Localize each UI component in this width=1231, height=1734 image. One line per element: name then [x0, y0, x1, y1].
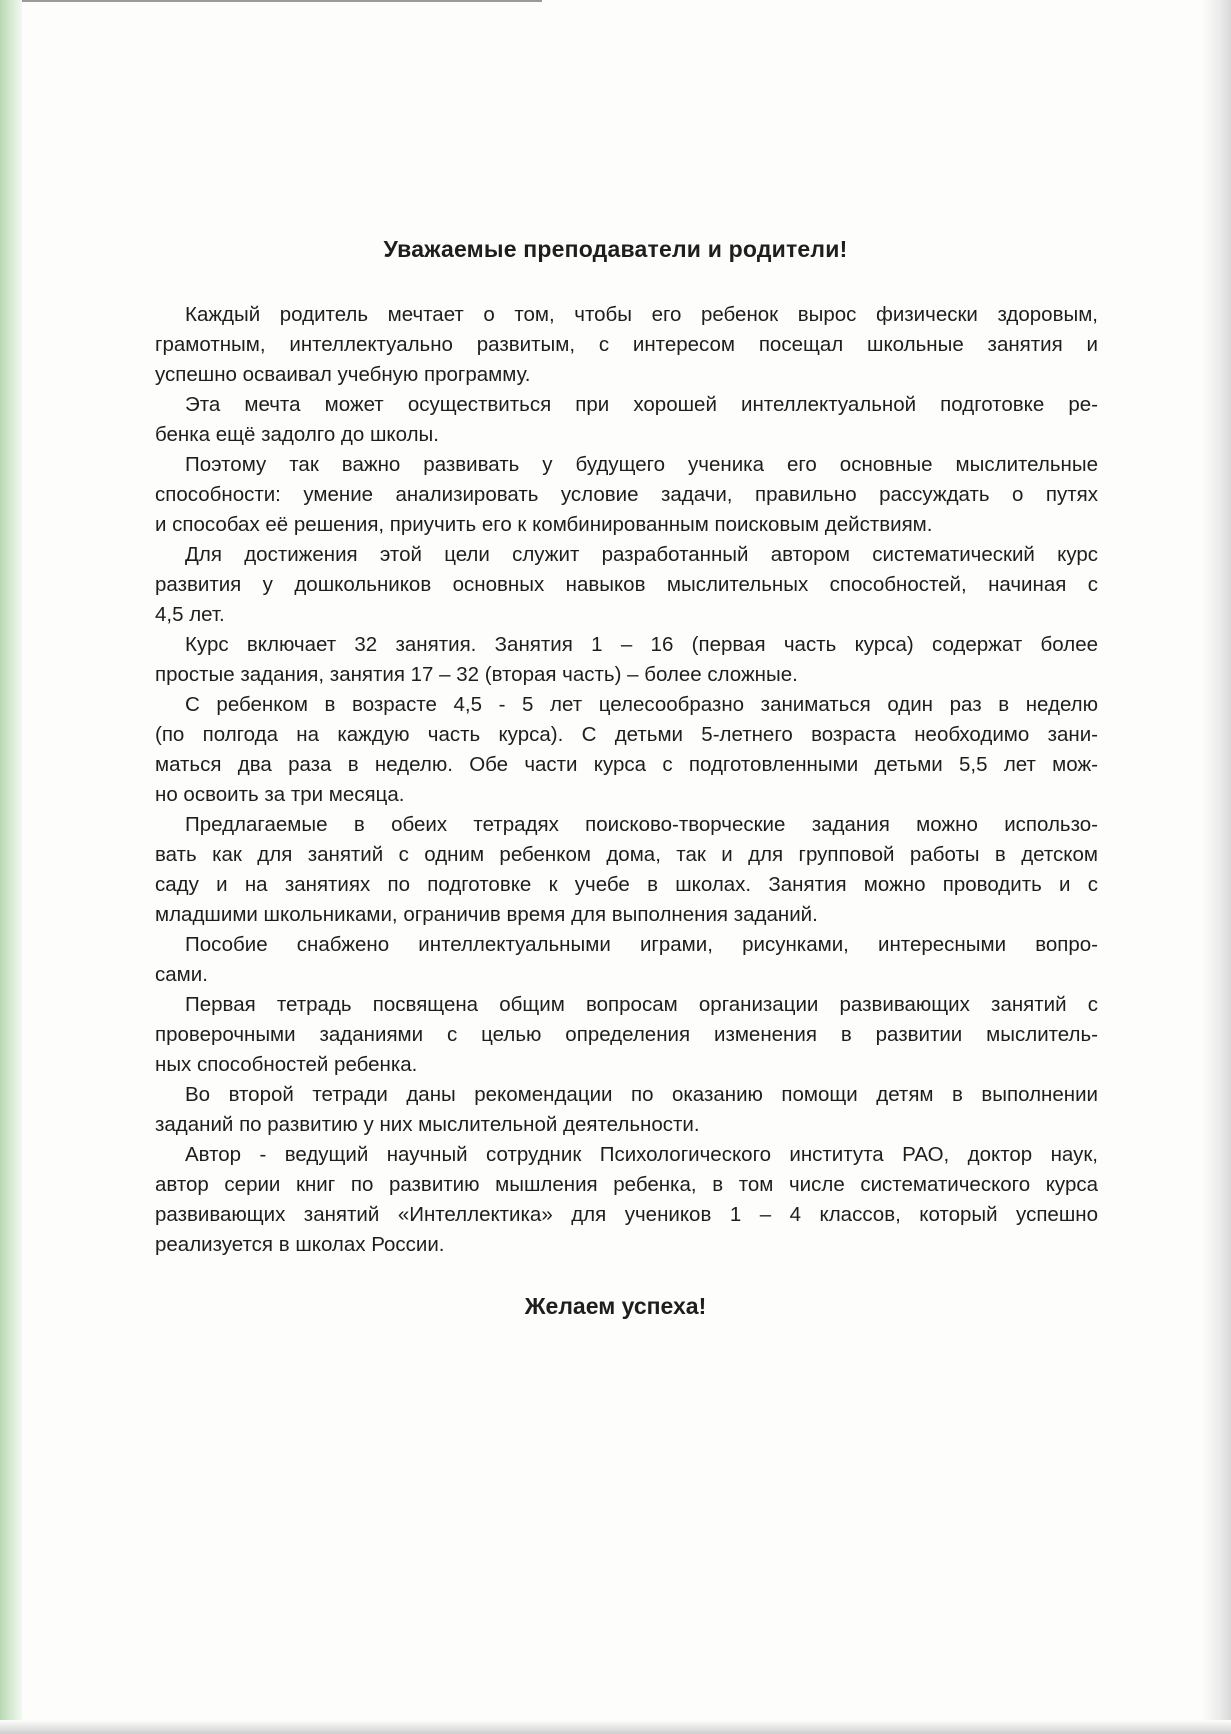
paragraph [155, 540, 1098, 630]
paragraph [155, 450, 1098, 540]
paragraph [155, 690, 1098, 810]
paragraph [155, 930, 1098, 990]
page-title: Уважаемые преподаватели и родители! [383, 236, 848, 262]
text-line: успешно осваивал учебную программу. [155, 363, 531, 386]
paragraph [155, 390, 1098, 450]
closing-line: Желаем успеха! [524, 1293, 707, 1319]
text-line: Предлагаемые в обеих тетрадях поисково-творческие задания можно использо- [185, 813, 1098, 836]
text-line: Курс включает 32 занятия. Занятия 1 – 16 (первая часть курса) содержат более [185, 633, 1098, 656]
text-line: сами. [155, 963, 208, 986]
text-line: и способах её решения, приучить его к комбинированным поисковым действиям. [155, 513, 933, 536]
text-line: грамотным, интеллектуально развитым, с интересом посещал школьные занятия и [155, 333, 1098, 356]
text-line: проверочными заданиями с целью определения изменения в развитии мыслитель- [155, 1023, 1098, 1046]
text-line: Эта мечта может осуществиться при хорошей интеллектуальной подготовке ре- [185, 393, 1098, 416]
text-line: маться два раза в неделю. Обе части курса с подготовленными детьми 5,5 лет мож- [155, 753, 1098, 776]
text-line: способности: умение анализировать условие задачи, правильно рассуждать о путях [155, 483, 1098, 506]
text-line: простые задания, занятия 17 – 32 (вторая часть) – более сложные. [155, 663, 798, 686]
text-line: Во второй тетради даны рекомендации по оказанию помощи детям в выполнении [185, 1083, 1098, 1106]
text-line: развивающих занятий «Интеллектика» для учеников 1 – 4 классов, который успешно [155, 1203, 1098, 1226]
paragraph [155, 810, 1098, 930]
paragraph [155, 300, 1098, 390]
text-line: реализуется в школах России. [155, 1233, 445, 1256]
text-line: (по полгода на каждую часть курса). С детьми 5-летнего возраста необходимо зани- [155, 723, 1098, 746]
body-text [155, 300, 1098, 1260]
text-line: Автор - ведущий научный сотрудник Психологического института РАО, доктор наук, [185, 1143, 1098, 1166]
paragraph [155, 1080, 1098, 1140]
paragraph [155, 1140, 1098, 1260]
paragraph [155, 990, 1098, 1080]
text-line: саду и на занятиях по подготовке к учебе в школах. Занятия можно проводить и с [155, 873, 1098, 896]
text-line: развития у дошкольников основных навыков мыслительных способностей, начиная с [155, 573, 1098, 596]
text-line: Пособие снабжено интеллектуальными играми, рисунками, интересными вопро- [185, 933, 1098, 956]
scan-edge-top [22, 0, 542, 2]
text-line: Для достижения этой цели служит разработанный автором систематический курс [185, 543, 1098, 566]
text-line: младшими школьниками, ограничив время для выполнения заданий. [155, 903, 818, 926]
paragraph [155, 630, 1098, 690]
text-line: автор серии книг по развитию мышления ребенка, в том числе систематического курса [155, 1173, 1098, 1196]
text-line: 4,5 лет. [155, 603, 225, 626]
text-line: Поэтому так важно развивать у будущего ученика его основные мыслительные [185, 453, 1098, 476]
text-line: вать как для занятий с одним ребенком дома, так и для групповой работы в детском [155, 843, 1098, 866]
text-line: Первая тетрадь посвящена общим вопросам организации развивающих занятий с [185, 993, 1098, 1016]
scan-edge-bottom [0, 1720, 1231, 1734]
text-line: Каждый родитель мечтает о том, чтобы его ребенок вырос физически здоровым, [185, 303, 1098, 326]
text-line: заданий по развитию у них мыслительной деятельности. [155, 1113, 700, 1136]
text-line: ных способностей ребенка. [155, 1053, 418, 1076]
text-line: но освоить за три месяца. [155, 783, 405, 806]
text-line: бенка ещё задолго до школы. [155, 423, 439, 446]
text-line: С ребенком в возрасте 4,5 - 5 лет целесообразно заниматься один раз в неделю [185, 693, 1098, 716]
